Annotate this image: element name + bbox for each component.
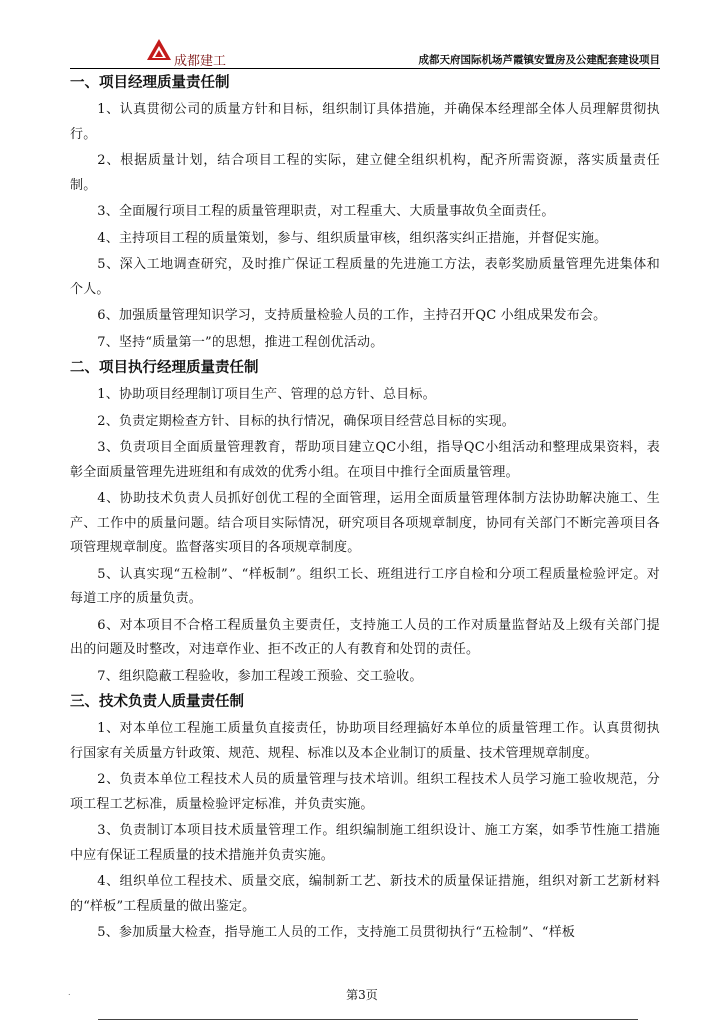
- paragraph: 4、组织单位工程技术、质量交底，编制新工艺、新技术的质量保证措施，组织对新工艺新材料的“样板”工程质量的做出鉴定。: [70, 874, 660, 914]
- section-title: 二、项目执行经理质量责任制: [70, 360, 259, 376]
- paragraph: 2、根据质量计划，结合项目工程的实际，建立健全组织机构，配齐所需资源，落实质量责任制。: [70, 153, 660, 193]
- margin-dot: .: [68, 988, 71, 997]
- page-header: [70, 38, 660, 68]
- paragraph: 5、深入工地调查研究，及时推广保证工程质量的先进施工方法，表彰奖励质量管理先进集体和个人。: [70, 257, 660, 297]
- paragraph: 3、全面履行项目工程的质量管理职责，对工程重大、大质量事故负全面责任。: [97, 204, 555, 219]
- company-logo-icon: [146, 38, 172, 62]
- paragraph: 1、认真贯彻公司的质量方针和目标，组织制订具体措施，并确保本经理部全体人员理解贯彻执行。: [70, 102, 660, 142]
- paragraph: 5、认真实现“五检制”、“样板制”。组织工长、班组进行工序自检和分项工程质量检验评定。对每道工序的质量负责。: [70, 566, 660, 606]
- paragraph: 1、对本单位工程施工质量负直接责任，协助项目经理搞好本单位的质量管理工作。认真贯彻执行国家有关质量方针政策、规范、规程、标准以及本企业制订的质量、技术管理规章制度。: [70, 721, 660, 761]
- paragraph: 4、主持项目工程的质量策划，参与、组织质量审核，组织落实纠正措施，并督促实施。: [97, 230, 608, 246]
- page-number: 第3页: [346, 988, 378, 1002]
- section-title: 一、项目经理质量责任制: [70, 75, 230, 91]
- paragraph: 1、协助项目经理制订项目生产、管理的总方针、总目标。: [97, 387, 436, 402]
- project-title: 成都天府国际机场芦霞镇安置房及公建配套建设项目: [418, 54, 660, 66]
- paragraph: 6、加强质量管理知识学习，支持质量检验人员的工作，主持召开QC 小组成果发布会。: [97, 308, 607, 323]
- section-project-manager: [70, 72, 660, 355]
- paragraph: 3、负责项目全面质量管理教育，帮助项目建立QC小组，指导QC小组活动和整理成果资料，表彰全面质量管理先进班组和有成效的优秀小组。在项目中推行全面质量管理。: [70, 440, 660, 480]
- paragraph: 6、对本项目不合格工程质量负主要责任，支持施工人员的工作对质量监督站及上级有关部门提出的问题及时整改，对违章作业、拒不改正的人有教育和处罚的责任。: [70, 617, 660, 657]
- section-executive-manager: [70, 357, 660, 689]
- footer-rule: [98, 1019, 638, 1020]
- section-title: 三、技术负责人质量责任制: [70, 694, 244, 710]
- paragraph: 4、协助技术负责人员抓好创优工程的全面管理，运用全面质量管理体制方法协助解决施工、生产、工作中的质量问题。结合项目实际情况，研究项目各项规章制度，协同有关部门不断完善项目各项管理规章制度。监督落实项目的各项规章制度。: [70, 491, 660, 555]
- document-body: [70, 70, 660, 948]
- company-name: 成都建工: [174, 54, 227, 69]
- paragraph: 3、负责制订本项目技术质量管理工作。组织编制施工组织设计、施工方案，如季节性施工措施中应有保证工程质量的技术措施并负责实施。: [70, 823, 660, 863]
- paragraph: 5、参加质量大检查，指导施工人员的工作，支持施工员贯彻执行“五检制”、“样板: [97, 925, 576, 940]
- paragraph: 7、坚持“质量第一”的思想，推进工程创优活动。: [97, 334, 384, 350]
- paragraph: 7、组织隐蔽工程验收，参加工程竣工预验、交工验收。: [97, 668, 423, 684]
- header-rule: [70, 68, 660, 69]
- paragraph: 2、负责定期检查方针、目标的执行情况，确保项目经营总目标的实现。: [97, 413, 515, 429]
- section-technical-lead: [70, 691, 660, 946]
- paragraph: 2、负责本单位工程技术人员的质量管理与技术培训。组织工程技术人员学习施工验收规范，分项工程工艺标准，质量检验评定标准，并负责实施。: [70, 772, 660, 812]
